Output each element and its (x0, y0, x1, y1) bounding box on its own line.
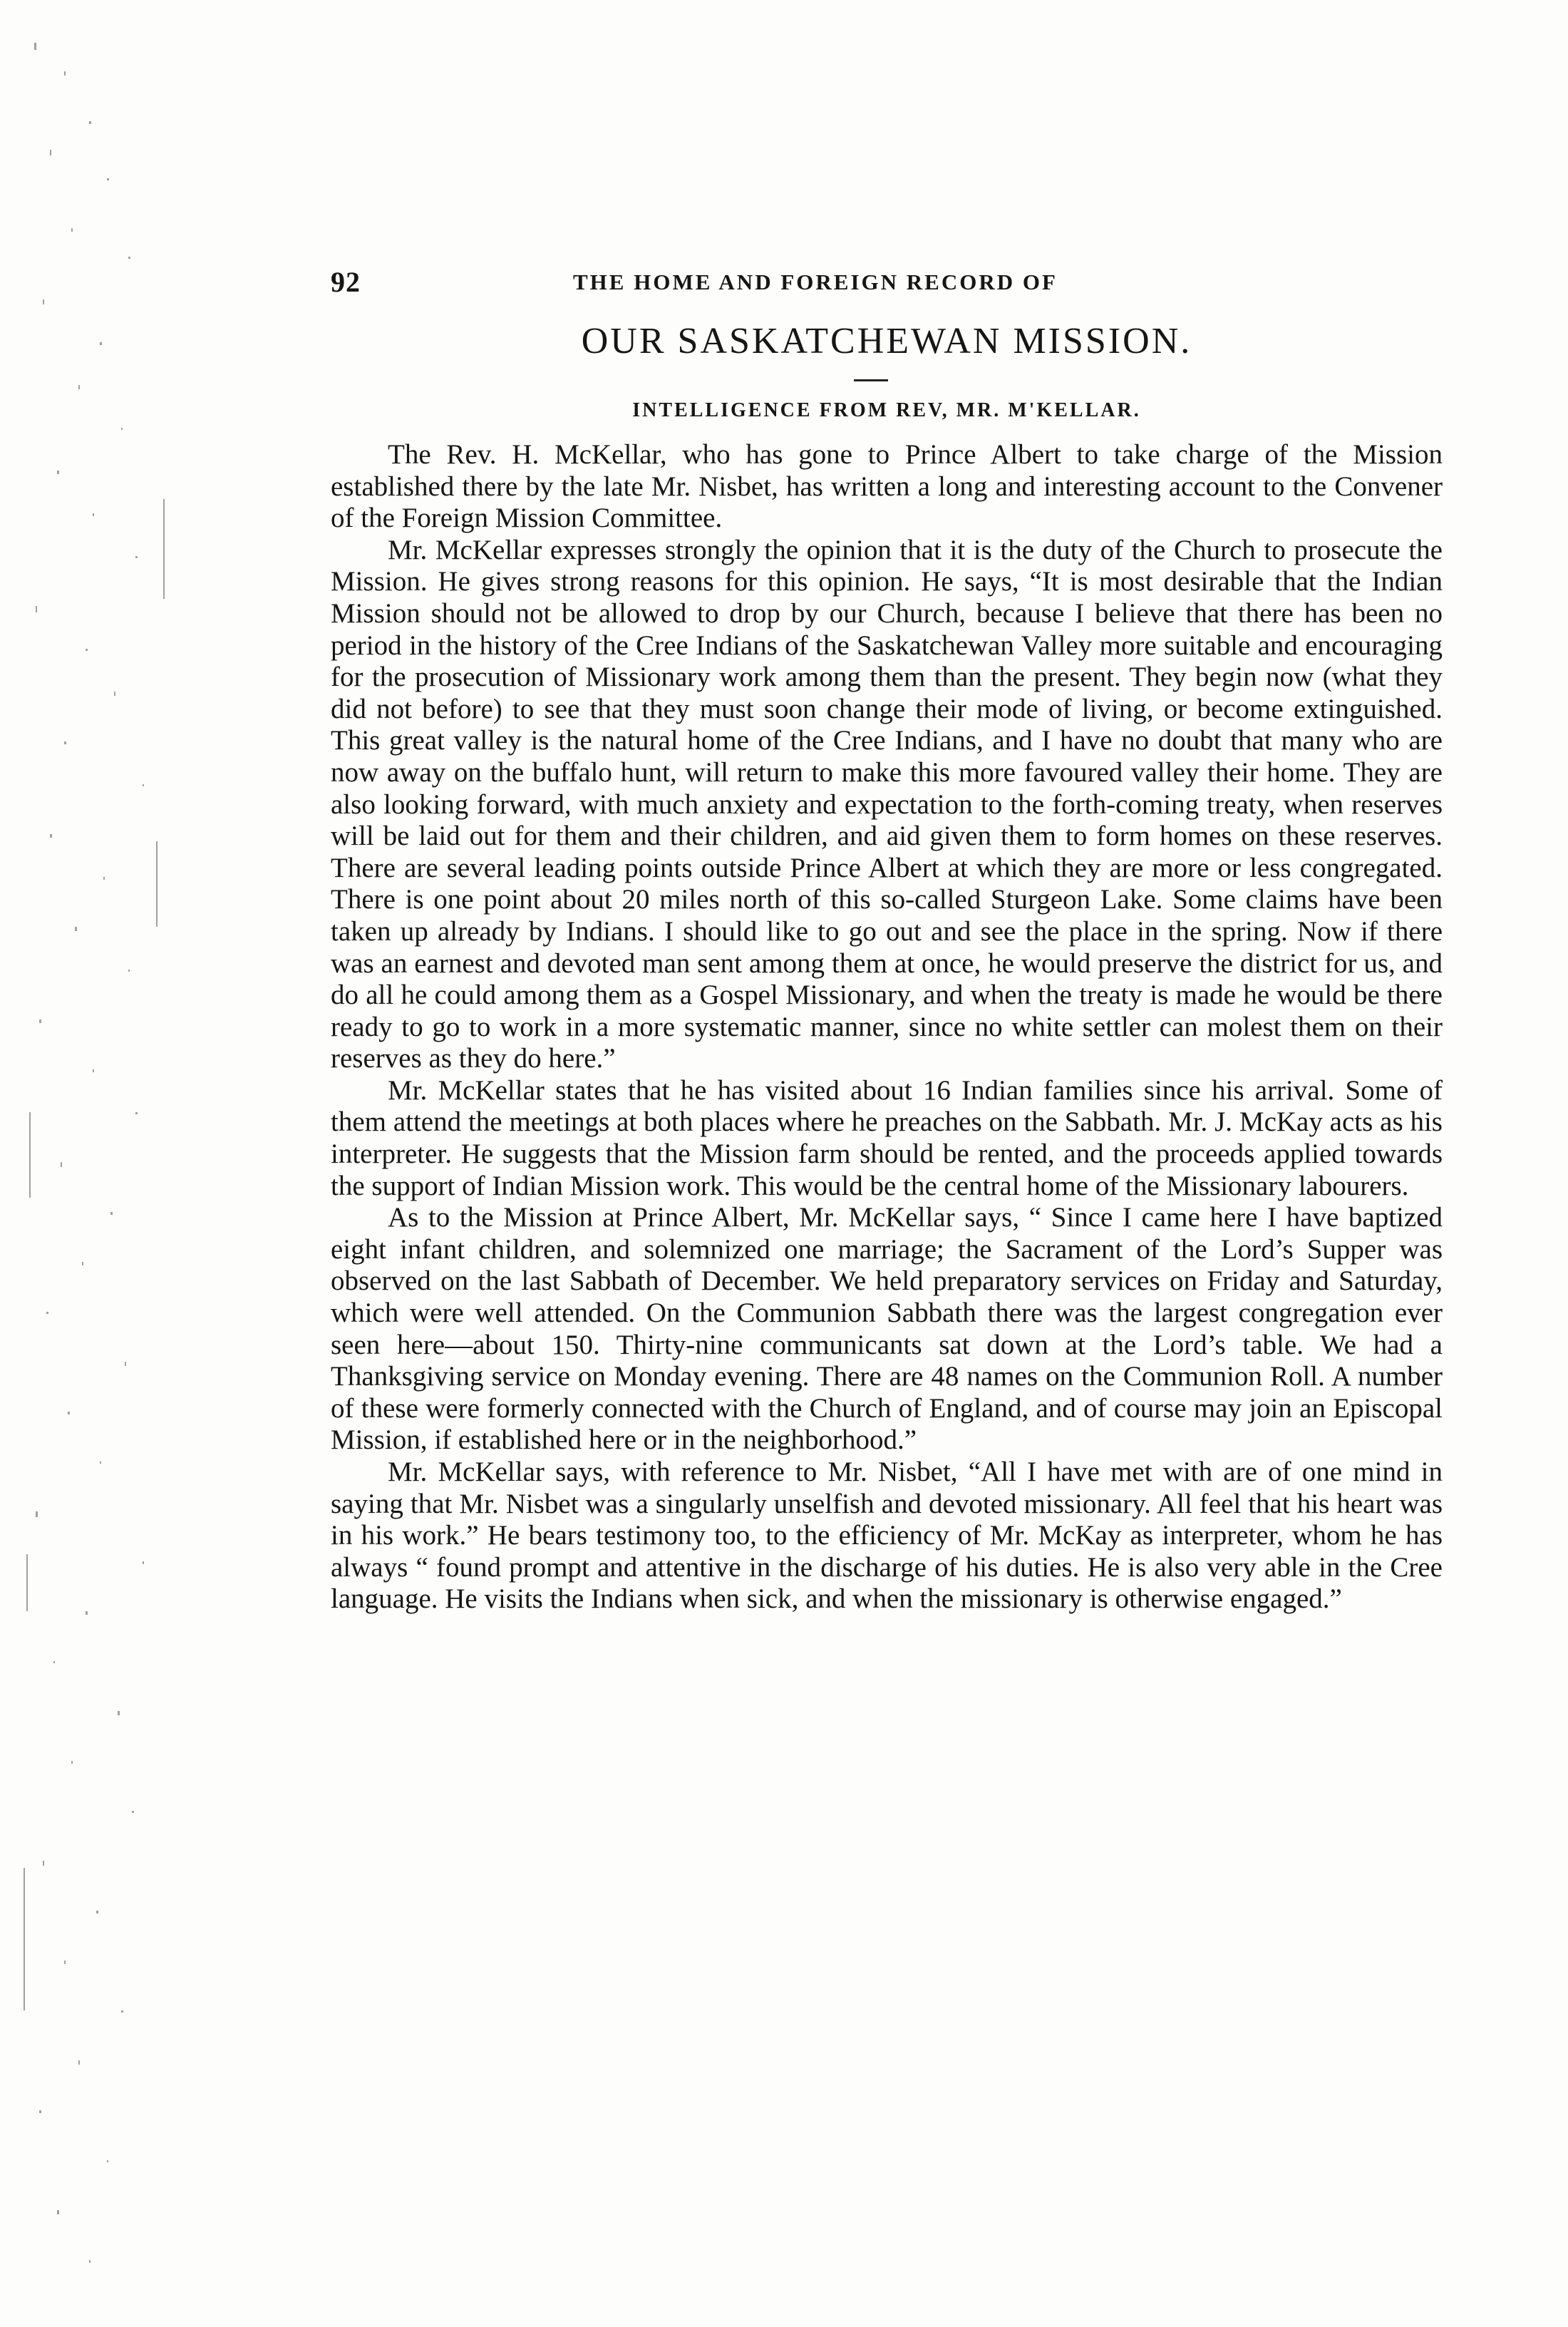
article-subtitle: INTELLIGENCE FROM REV, MR. M'KELLAR. (632, 399, 1141, 421)
title-rule (854, 379, 888, 381)
scan-gutter-specks (21, 43, 185, 2289)
paragraph: Mr. McKellar expresses strongly the opinion that it is the duty of the Church to prosecute the Mission. He gives strong reasons for this opinion. He says, “It is most desirable that the Indian Mission should not be allowed to drop by our Church, because I believe that there has been no period in the history of the Cree Indians of the Saskatchewan Valley more suitable and encouraging for the prosecution of Missionary work among them than the present. They begin now (what they did not before) to see that they must soon change their mode of living, or become extinguished. This great valley is the natural home of the Cree Indians, and I have no doubt that many who are now away on the buffalo hunt, will return to make this more favoured valley their home. They are also looking forward, with much anxiety and expectation to the forth-coming treaty, when reserves will be laid out for them and their children, and aid given them to form homes on these reserves. There are several leading points outside Prince Albert at which they are more or less congregated. There is one point about 20 miles north of this so-called Sturgeon Lake. Some claims have been taken up already by Indians. I should like to go out and see the place in the spring. Now if there was an earnest and devoted man sent among them at once, he would preserve the district for us, and do all he could among them as a Gospel Missionary, and when the treaty is made he would be there ready to go to work in a more systematic manner, since no white settler can molest them on their reserves as they do here.” (331, 534, 1443, 1074)
paragraph: Mr. McKellar says, with reference to Mr. Nisbet, “All I have met with are of one mind in saying that Mr. Nisbet was a singularly unselfish and devoted missionary. All feel that his heart was in his work.” He bears testimony too, to the efficiency of Mr. McKay as interpreter, whom he has always “ found prompt and attentive in the discharge of his duties. He is also very able in the Cree language. He visits the Indians when sick, and when the missionary is otherwise engaged.” (331, 1457, 1443, 1615)
running-head: THE HOME AND FOREIGN RECORD OF (573, 269, 1058, 294)
article-title: OUR SASKATCHEWAN MISSION. (581, 321, 1192, 361)
page-header (331, 265, 1443, 301)
paragraph: As to the Mission at Prince Albert, Mr. McKellar says, “ Since I came here I have baptized eight infant children, and solemnized one marriage; the Sacrament of the Lord’s Supper was observed on the last Sabbath of December. We held preparatory services on Friday and Saturday, which were well attended. On the Communion Sabbath there was the largest congregation ever seen here—about 150. Thirty-nine communicants sat down at the Lord’s table. We had a Thanksgiving service on Monday evening. There are 48 names on the Communion Roll. A number of these were formerly connected with the Church of England, and of course may join an Episcopal Mission, if established here or in the neighborhood.” (331, 1202, 1443, 1456)
paragraph: Mr. McKellar states that he has visited about 16 Indian families since his arrival. Some of them attend the meetings at both places where he preaches on the Sabbath. Mr. J. McKay acts as his interpreter. He suggests that the Mission farm should be rented, and the proceeds applied towards the support of Indian Mission work. This would be the central home of the Missionary labourers. (331, 1074, 1443, 1201)
paragraph: The Rev. H. McKellar, who has gone to Prince Albert to take charge of the Mission established there by the late Mr. Nisbet, has written a long and interesting account to the Convener of the Foreign Mission Committee. (331, 439, 1443, 534)
article-body (331, 439, 1443, 1615)
page-number: 92 (331, 266, 361, 298)
